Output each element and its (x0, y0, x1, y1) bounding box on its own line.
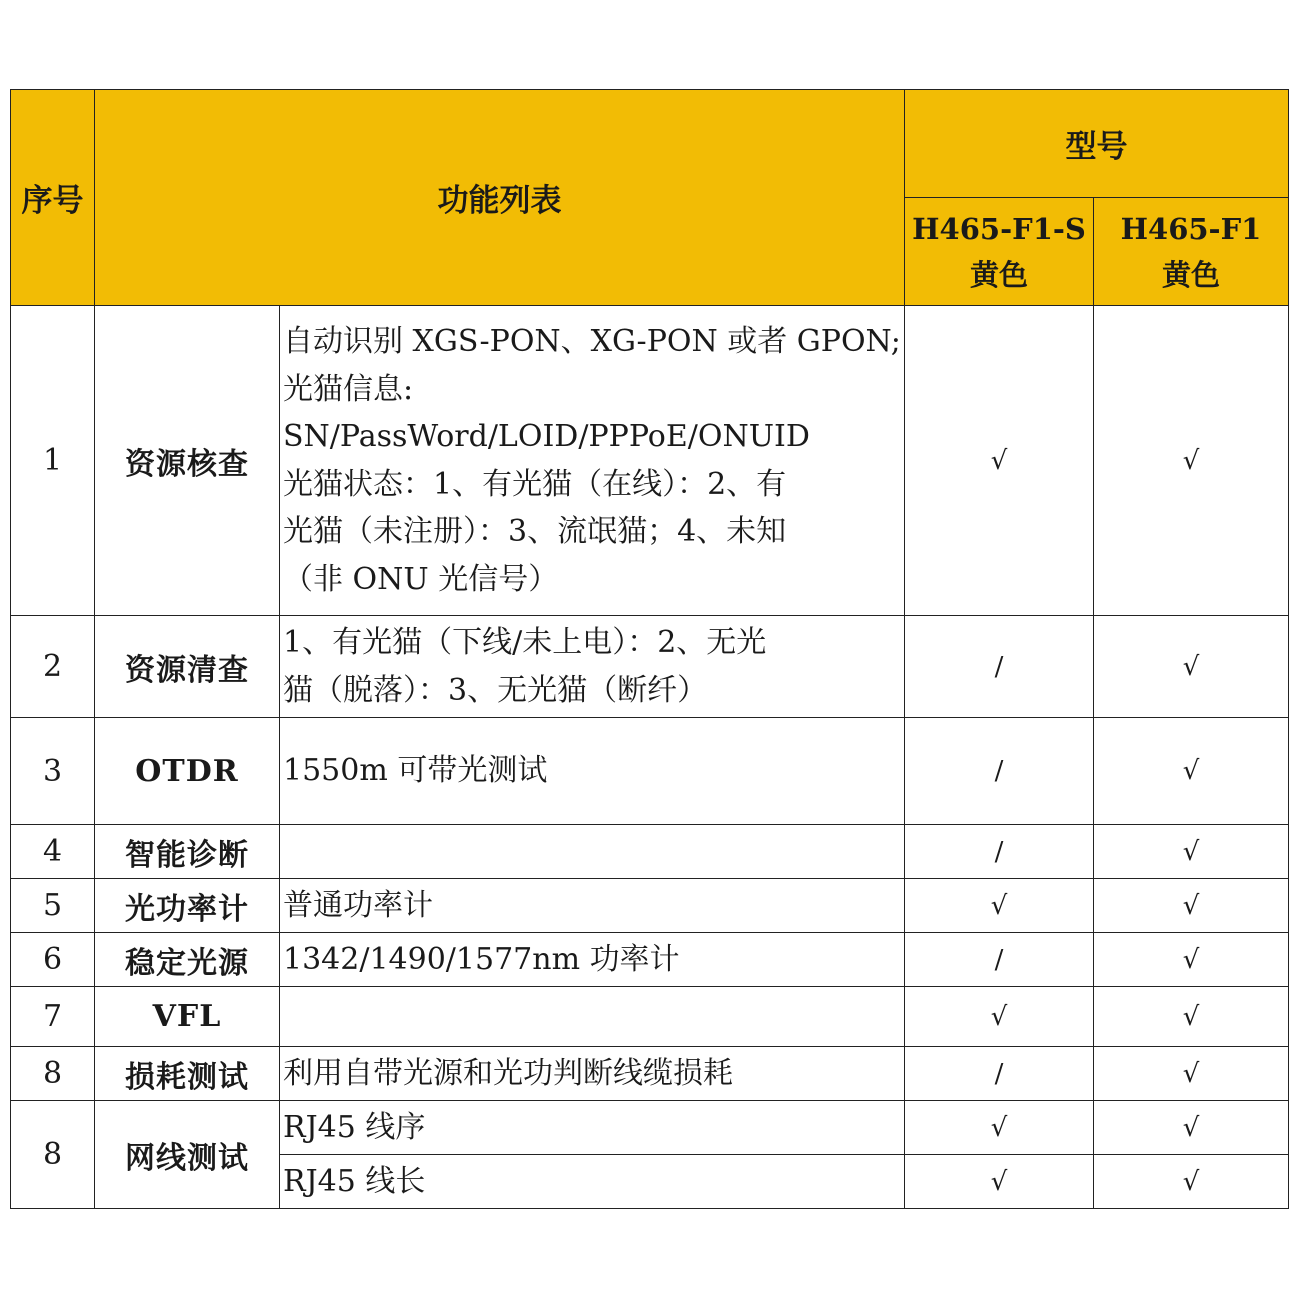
model-1-support-mark: √ (905, 987, 1094, 1047)
row-function-name: 资源清查 (95, 616, 280, 718)
model-2-color: 黄色 (1161, 257, 1220, 292)
header-row-1 (11, 90, 1289, 198)
row-function-name: 网线测试 (95, 1101, 280, 1209)
table-row (11, 1101, 1289, 1155)
model-2-support-mark: √ (1094, 879, 1289, 933)
row-description (280, 306, 905, 616)
row-seq: 6 (11, 933, 95, 987)
row-function-name: 智能诊断 (95, 825, 280, 879)
desc-line: SN/PassWord/LOID/PPPoE/ONUID (283, 419, 810, 454)
model-1-support-mark: / (905, 1047, 1094, 1101)
model-2-support-mark: √ (1094, 1047, 1289, 1101)
row-description (280, 987, 905, 1047)
row-seq: 8 (11, 1101, 95, 1209)
table-row (11, 987, 1289, 1047)
model-1-support-mark: / (905, 718, 1094, 825)
row-seq: 3 (11, 718, 95, 825)
desc-line: 光猫状态：1、有光猫（在线）：2、有 (283, 466, 787, 502)
model-1-support-mark: / (905, 825, 1094, 879)
row-description: RJ45 线序 (280, 1101, 905, 1155)
row-seq: 4 (11, 825, 95, 879)
row-seq: 8 (11, 1047, 95, 1101)
model-1-support-mark: / (905, 933, 1094, 987)
table-row (11, 718, 1289, 825)
model-2-support-mark: √ (1094, 616, 1289, 718)
row-description: 普通功率计 (280, 879, 905, 933)
table-row (11, 1047, 1289, 1101)
desc-line: 光猫信息: (283, 371, 414, 407)
row-function-name: VFL (95, 987, 280, 1047)
header-model: 型号 (905, 90, 1289, 198)
model-2-support-mark: √ (1094, 718, 1289, 825)
model-2-support-mark: √ (1094, 1155, 1289, 1209)
model-1-color: 黄色 (969, 257, 1028, 292)
row-description: 1342/1490/1577nm 功率计 (280, 933, 905, 987)
model-2-support-mark: √ (1094, 306, 1289, 616)
row-function-name: 损耗测试 (95, 1047, 280, 1101)
header-model-1 (905, 198, 1094, 306)
model-1-support-mark: √ (905, 1101, 1094, 1155)
header-seq: 序号 (11, 90, 95, 306)
feature-table (10, 89, 1289, 1209)
row-seq: 5 (11, 879, 95, 933)
desc-line: 光猫（未注册）：3、流氓猫；4、未知 (283, 514, 787, 549)
model-1-support-mark: √ (905, 879, 1094, 933)
model-2-support-mark: √ (1094, 933, 1289, 987)
model-1-support-mark: / (905, 616, 1094, 718)
model-1-support-mark: √ (905, 1155, 1094, 1209)
table-row (11, 616, 1289, 718)
row-description (280, 616, 905, 718)
model-2-support-mark: √ (1094, 987, 1289, 1047)
table-row (11, 879, 1289, 933)
row-description: RJ45 线长 (280, 1155, 905, 1209)
row-function-name: 资源核查 (95, 306, 280, 616)
row-seq: 7 (11, 987, 95, 1047)
model-2-name: H465-F1 (1120, 211, 1262, 246)
row-seq: 2 (11, 616, 95, 718)
row-description: 利用自带光源和光功判断线缆损耗 (280, 1047, 905, 1101)
model-2-support-mark: √ (1094, 1101, 1289, 1155)
desc-line: （非 ONU 光信号） (283, 561, 559, 597)
header-function-list: 功能列表 (95, 90, 905, 306)
row-description: 1550m 可带光测试 (280, 718, 905, 825)
table-row (11, 306, 1289, 616)
row-function-name: OTDR (95, 718, 280, 825)
desc-line: 1、有光猫（下线/未上电）：2、无光 (283, 625, 767, 660)
row-function-name: 稳定光源 (95, 933, 280, 987)
header-model-2 (1094, 198, 1289, 306)
table-row (11, 933, 1289, 987)
row-seq: 1 (11, 306, 95, 616)
row-description (280, 825, 905, 879)
desc-line: 自动识别 XGS-PON、XG-PON 或者 GPON; (283, 324, 901, 359)
table-row (11, 825, 1289, 879)
desc-line: 猫（脱落）：3、无光猫（断纤） (283, 672, 708, 708)
row-function-name: 光功率计 (95, 879, 280, 933)
model-1-support-mark: √ (905, 306, 1094, 616)
model-1-name: H465-F1-S (912, 211, 1086, 246)
model-2-support-mark: √ (1094, 825, 1289, 879)
